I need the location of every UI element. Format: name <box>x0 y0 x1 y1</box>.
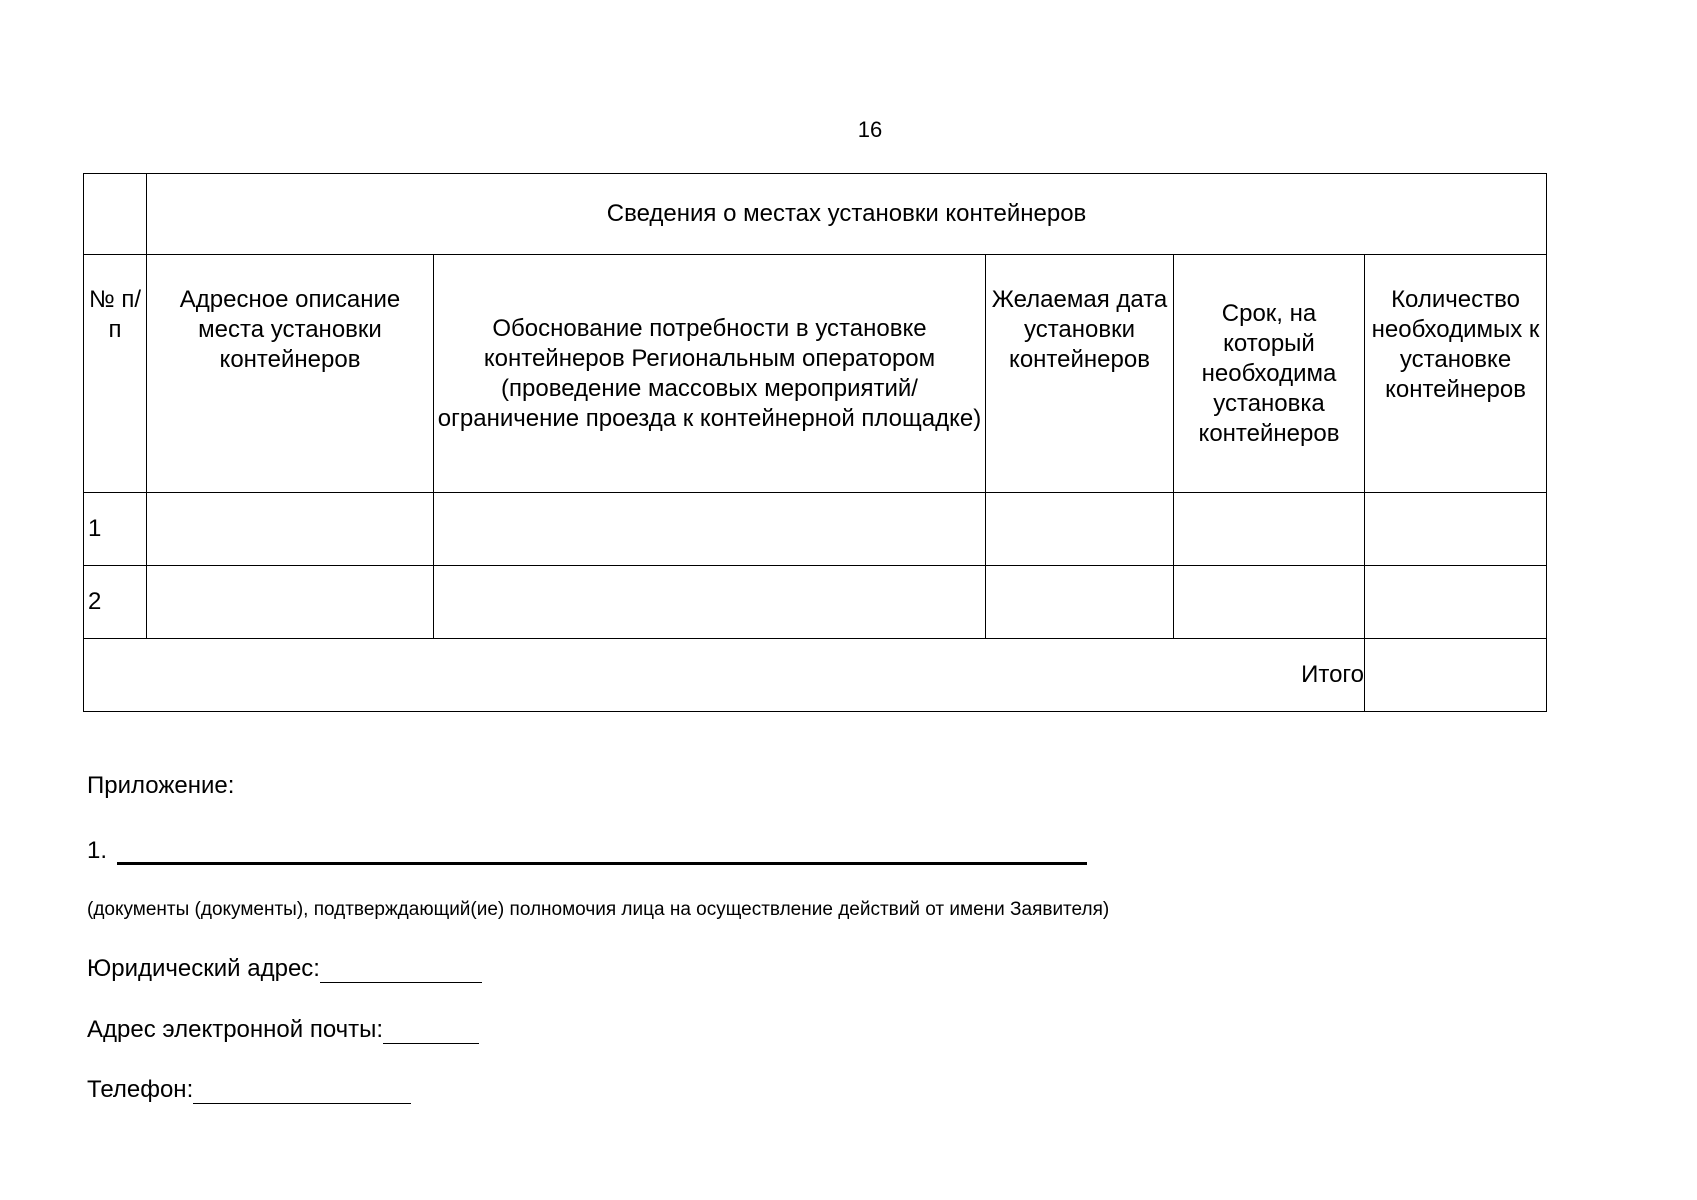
cell-justification[interactable] <box>434 566 986 639</box>
page-number: 16 <box>857 117 883 142</box>
cell-address[interactable] <box>147 566 434 639</box>
table-title: Сведения о местах установки контейнеров <box>147 174 1547 255</box>
appendix-title: Приложение: <box>87 772 235 799</box>
header-address: Адресное описание места установки контейнеров <box>147 255 434 493</box>
header-quantity: Количество необходимых к установке контейнеров <box>1365 255 1547 493</box>
table-total-row <box>84 639 1547 712</box>
cell-desired-date[interactable] <box>986 493 1174 566</box>
phone-blank[interactable] <box>193 1079 411 1104</box>
containers-table <box>83 173 1547 712</box>
table-header-row <box>84 255 1547 493</box>
header-number: № п/п <box>84 255 147 493</box>
cell-quantity[interactable] <box>1365 493 1547 566</box>
phone-label: Телефон: <box>87 1076 194 1103</box>
appendix-item-note: (документы (документы), подтверждающий(ие) полномочия лица на осуществление действий от имени Заявителя) <box>87 899 1110 920</box>
legal-address-blank[interactable] <box>320 958 482 983</box>
header-desired-date: Желаемая дата установки контейнеров <box>986 255 1174 493</box>
cell-address[interactable] <box>147 493 434 566</box>
table-row <box>84 566 1547 639</box>
cell-duration[interactable] <box>1174 566 1365 639</box>
header-duration: Срок, на который необходима установка контейнеров <box>1174 255 1365 493</box>
cell-total-quantity[interactable] <box>1365 639 1547 712</box>
row-number: 1 <box>84 493 147 566</box>
cell-justification[interactable] <box>434 493 986 566</box>
table-corner-cell <box>84 174 147 255</box>
appendix-item-number: 1. <box>87 837 108 864</box>
email-label: Адрес электронной почты: <box>87 1016 384 1043</box>
header-justification: Обоснование потребности в установке контейнеров Региональным оператором (проведение массовых мероприятий/ограничение проезда к контейнерной площадке) <box>434 255 986 493</box>
appendix-item-1 <box>87 836 1087 865</box>
cell-quantity[interactable] <box>1365 566 1547 639</box>
email-blank[interactable] <box>383 1019 479 1044</box>
row-number: 2 <box>84 566 147 639</box>
email-field <box>87 1016 479 1044</box>
cell-desired-date[interactable] <box>986 566 1174 639</box>
legal-address-label: Юридический адрес: <box>87 955 320 982</box>
legal-address-field <box>87 955 482 983</box>
total-label: Итого <box>84 639 1365 712</box>
table-row <box>84 493 1547 566</box>
appendix-item-line[interactable] <box>117 836 1087 865</box>
cell-duration[interactable] <box>1174 493 1365 566</box>
phone-field <box>87 1076 411 1104</box>
table-title-row <box>84 174 1547 255</box>
